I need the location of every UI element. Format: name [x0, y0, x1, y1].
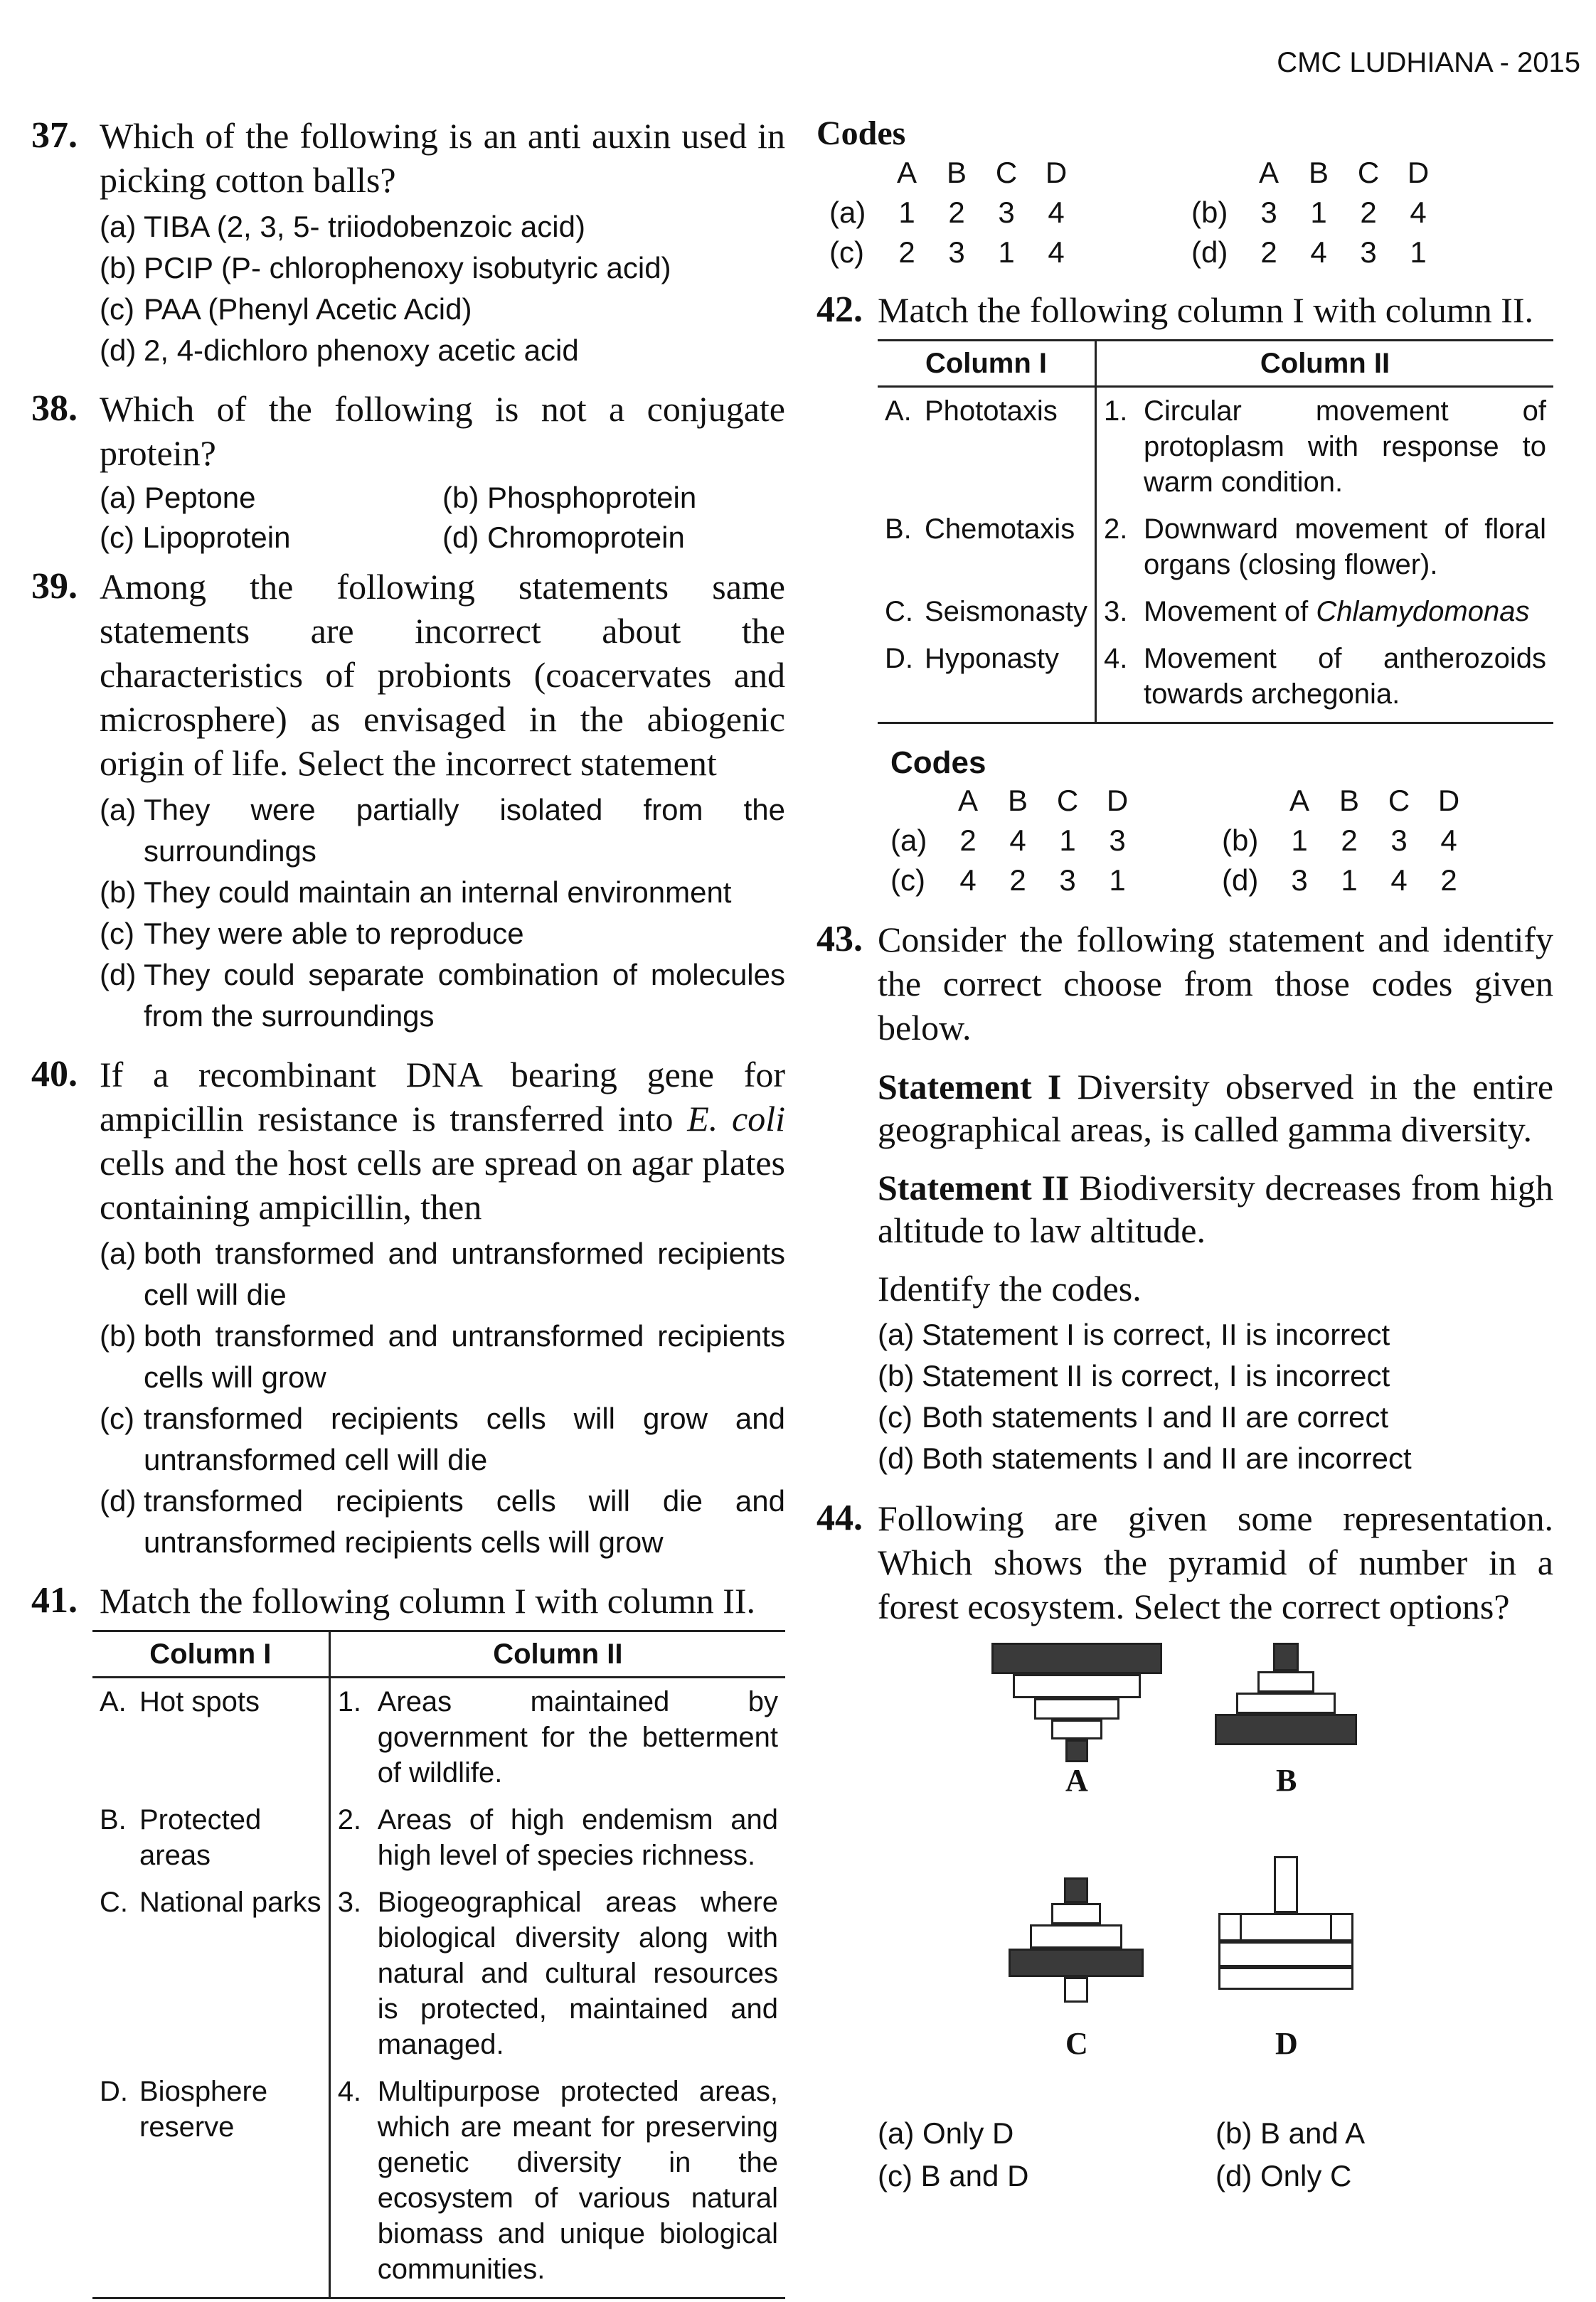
question-text: If a recombinant DNA bearing gene for ampicillin resistance is transferred into E. coli cells and the host cells are spread on agar plates containing ampicillin, then	[100, 1055, 785, 1227]
code-option-a[interactable]: (a)	[890, 824, 927, 857]
column-ii-header: Column II	[329, 1631, 785, 1678]
option-b[interactable]: (b) B and A	[1215, 2116, 1366, 2150]
table-row: D. Biosphere reserve 4. Multipurpose protected areas, which are meant for preserving genetic diversity in the ecosystem of various natural biomass and unique biological communities.	[92, 2068, 785, 2298]
option-c[interactable]: (c) Lipoprotein	[100, 521, 291, 554]
code-option-c[interactable]: (c)	[829, 235, 864, 269]
option-d[interactable]: (d) Chromoprotein	[442, 521, 685, 554]
question-44	[816, 1496, 1553, 1629]
options	[100, 478, 785, 558]
statement-2: Statement II Biodiversity decreases from high altitude to law altitude.	[878, 1168, 1553, 1250]
question-number: 39.	[31, 566, 78, 607]
code-option-b[interactable]: (b)	[1191, 196, 1228, 229]
codes-42-right: A B C D (b) 1 2 3 4 (d) 3 1 4 2	[1222, 781, 1553, 900]
question-number: 42.	[816, 289, 863, 330]
pyramid-label-a: A	[1065, 1763, 1088, 1798]
option-c[interactable]: (c) Both statements I and II are correct	[878, 1400, 1388, 1434]
pyramid-a	[991, 1643, 1162, 1798]
code-option-d[interactable]: (d)	[1222, 863, 1259, 897]
code-option-a[interactable]: (a)	[829, 196, 866, 229]
option-b[interactable]: (b) PCIP (P- chlorophenoxy isobutyric acid)	[100, 251, 671, 284]
question-number: 37.	[31, 115, 78, 156]
option-c[interactable]: (c) B and D	[878, 2159, 1029, 2192]
pyramid-d	[1218, 1856, 1353, 2062]
table-row: C. National parks 3. Biogeographical areas where biological diversity along with natural and cultural resources is protected, maintained and managed.	[92, 1879, 785, 2068]
page-header: CMC LUDHIANA - 2015	[1277, 47, 1580, 78]
match-table-41	[92, 1630, 785, 2299]
pyramid-label-d: D	[1275, 2026, 1298, 2061]
pyramid-label-b: B	[1276, 1763, 1297, 1798]
options	[100, 206, 785, 371]
option-d[interactable]: (d) transformed recipients cells will die and untransformed recipients cells will grow	[100, 1484, 785, 1559]
option-a[interactable]: (a) Peptone	[100, 481, 256, 514]
question-text: Which of the following is not a conjugate protein?	[100, 389, 785, 473]
option-c[interactable]: (c) They were able to reproduce	[100, 917, 524, 950]
codes-42-left: A B C D (a) 2 4 1 3 (c) 4 2 3 1	[890, 781, 1222, 900]
codes-41-left: A B C D (a) 1 2 3 4 (c) 2 3 1 4	[829, 153, 1191, 272]
right-column	[816, 114, 1553, 2197]
codes-41-title: Codes	[816, 114, 906, 152]
question-37	[31, 114, 785, 371]
question-40	[31, 1053, 785, 1563]
option-a[interactable]: (a) both transformed and untransformed recipients cell will die	[100, 1237, 785, 1311]
options	[100, 1233, 785, 1563]
question-text: Following are given some representation. Which shows the pyramid of number in a forest ecosystem. Select the correct options?	[878, 1498, 1553, 1626]
option-c[interactable]: (c) PAA (Phenyl Acetic Acid)	[100, 292, 472, 326]
question-number: 44.	[816, 1498, 863, 1538]
identify-codes: Identify the codes.	[878, 1269, 1142, 1309]
option-d[interactable]: (d) They could separate combination of molecules from the surroundings	[100, 958, 785, 1033]
question-text: Consider the following statement and identify the correct choose from those codes given below.	[878, 920, 1553, 1048]
question-42	[816, 288, 1553, 332]
question-38	[31, 387, 785, 558]
table-row: C. Seismonasty 3. Movement of Chlamydomonas	[878, 588, 1553, 635]
option-a[interactable]: (a) TIBA (2, 3, 5- triiodobenzoic acid)	[100, 210, 585, 243]
options	[100, 789, 785, 1037]
options	[878, 1314, 1553, 1479]
codes-41-right: A B C D (b) 3 1 2 4 (d) 2 4 3 1	[1191, 153, 1553, 272]
table-row: B. Chemotaxis 2. Downward movement of floral organs (closing flower).	[878, 506, 1553, 588]
option-b[interactable]: (b) Statement II is correct, I is incorrect	[878, 1359, 1390, 1392]
column-i-header: Column I	[878, 341, 1095, 387]
table-row: D. Hyponasty 4. Movement of antherozoids towards archegonia.	[878, 635, 1553, 723]
table-row: B. Protected areas 2. Areas of high endemism and high level of species richness.	[92, 1796, 785, 1879]
question-43	[816, 917, 1553, 1479]
question-41	[31, 1579, 785, 1623]
option-c[interactable]: (c) transformed recipients cells will grow and untransformed cell will die	[100, 1402, 785, 1476]
column-i-header: Column I	[92, 1631, 329, 1678]
option-d[interactable]: (d) 2, 4-dichloro phenoxy acetic acid	[100, 334, 579, 367]
option-a[interactable]: (a) Only D	[878, 2116, 1014, 2150]
match-table-42	[878, 339, 1553, 724]
option-b[interactable]: (b) both transformed and untransformed recipients cells will grow	[100, 1319, 785, 1394]
pyramid-b	[1215, 1643, 1357, 1798]
left-column	[31, 114, 785, 2299]
code-option-c[interactable]: (c)	[890, 863, 925, 897]
option-d[interactable]: (d) Only C	[1215, 2159, 1352, 2192]
codes-42-title: Codes	[890, 745, 986, 780]
option-d[interactable]: (d) Both statements I and II are incorrect	[878, 1442, 1412, 1475]
option-a[interactable]: (a) They were partially isolated from the surroundings	[100, 793, 785, 868]
question-number: 40.	[31, 1054, 78, 1094]
question-text: Match the following column I with column II.	[100, 1581, 756, 1621]
question-number: 41.	[31, 1580, 78, 1621]
codes-41	[829, 153, 1553, 272]
statement-1: Statement I Diversity observed in the entire geographical areas, is called gamma diversity.	[878, 1067, 1554, 1149]
column-ii-header: Column II	[1095, 341, 1553, 387]
code-option-d[interactable]: (d)	[1191, 235, 1228, 269]
option-b[interactable]: (b) Phosphoprotein	[442, 481, 697, 514]
code-option-b[interactable]: (b)	[1222, 824, 1259, 857]
option-b[interactable]: (b) They could maintain an internal environment	[100, 875, 732, 909]
question-number: 38.	[31, 388, 78, 429]
codes-42	[890, 781, 1553, 900]
question-text: Which of the following is an anti auxin used in picking cotton balls?	[100, 116, 785, 200]
question-number: 43.	[816, 919, 863, 959]
question-text: Match the following column I with column II.	[878, 290, 1534, 330]
pyramid-figures	[816, 1643, 1553, 2141]
table-row: A. Hot spots 1. Areas maintained by government for the betterment of wildlife.	[92, 1678, 785, 1797]
question-39	[31, 565, 785, 1037]
question-text: Among the following statements same statements are incorrect about the characteristics of probionts (coacervates and microsphere) as envisaged in the abiogenic origin of life. Select the incorrect statement	[100, 567, 785, 783]
pyramid-label-c: C	[1065, 2026, 1088, 2061]
pyramid-c	[1009, 1877, 1144, 2062]
table-row: A. Phototaxis 1. Circular movement of protoplasm with response to warm condition.	[878, 387, 1553, 506]
option-a[interactable]: (a) Statement I is correct, II is incorrect	[878, 1318, 1390, 1351]
